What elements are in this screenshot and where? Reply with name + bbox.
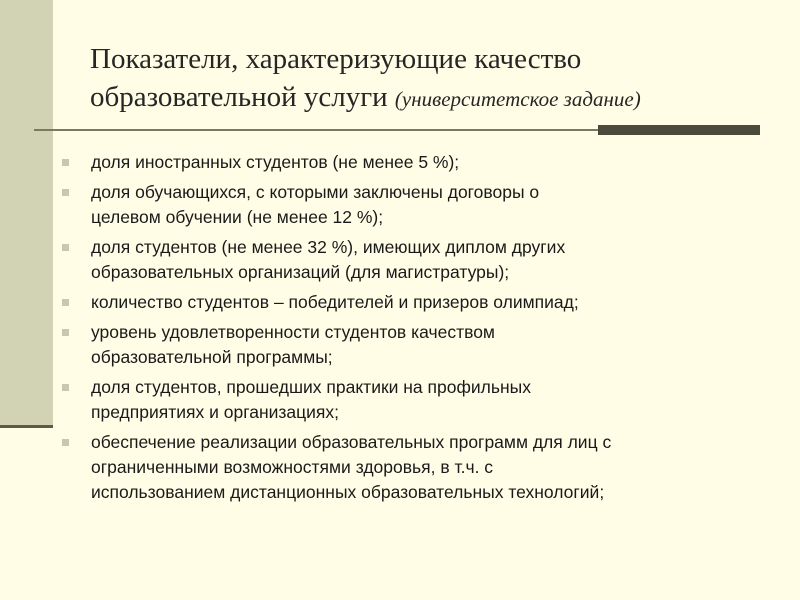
left-band-bottom-line	[0, 425, 53, 428]
slide-title-line-1: Показатели, характеризующие качество	[90, 43, 582, 75]
bullet-item-other-diplomas	[60, 235, 780, 285]
left-decorative-band	[0, 0, 53, 427]
bullet-text-continuation: образовательных организаций (для магистратуры);	[91, 262, 510, 282]
bullet-square-icon	[62, 384, 69, 391]
bullet-square-icon	[62, 439, 69, 446]
bullet-text: обеспечение реализации образовательных программ для лиц с	[91, 432, 612, 452]
bullet-text: уровень удовлетворенности студентов качеством	[91, 322, 495, 342]
bullet-item-targeted-training	[60, 180, 780, 230]
bullet-text-continuation: целевом обучении (не менее 12 %);	[91, 207, 384, 227]
title-divider-line	[34, 129, 598, 131]
bullet-square-icon	[62, 159, 69, 166]
title-divider-accent	[598, 125, 760, 135]
slide-title-main: образовательной услуги	[90, 81, 388, 113]
bullet-text-continuation: предприятиях и организациях;	[91, 402, 340, 422]
bullet-item-accessibility	[60, 430, 780, 505]
bullet-text: доля обучающихся, с которыми заключены договоры о	[91, 182, 540, 202]
bullet-square-icon	[62, 299, 69, 306]
bullet-text: доля студентов, прошедших практики на профильных	[91, 377, 531, 397]
bullet-text: количество студентов – победителей и призеров олимпиад;	[91, 292, 579, 312]
bullet-item-internships	[60, 375, 780, 425]
bullet-square-icon	[62, 329, 69, 336]
slide-title	[90, 40, 770, 118]
bullet-item-satisfaction	[60, 320, 780, 370]
bullet-item-foreign-students	[60, 150, 780, 175]
indicator-bullet-list	[60, 150, 780, 510]
slide-title-line-2	[90, 78, 770, 118]
bullet-square-icon	[62, 244, 69, 251]
bullet-text-continuation: образовательной программы;	[91, 347, 333, 367]
slide-title-subtitle: (университетское задание)	[394, 87, 641, 111]
bullet-text-continuation: использованием дистанционных образовательных технологий;	[91, 482, 605, 502]
bullet-item-olympiad-winners	[60, 290, 780, 315]
bullet-text-continuation: ограниченными возможностями здоровья, в т.ч. с	[91, 457, 494, 477]
bullet-text: доля иностранных студентов (не менее 5 %);	[91, 152, 460, 172]
bullet-text: доля студентов (не менее 32 %), имеющих диплом других	[91, 237, 566, 257]
bullet-square-icon	[62, 189, 69, 196]
